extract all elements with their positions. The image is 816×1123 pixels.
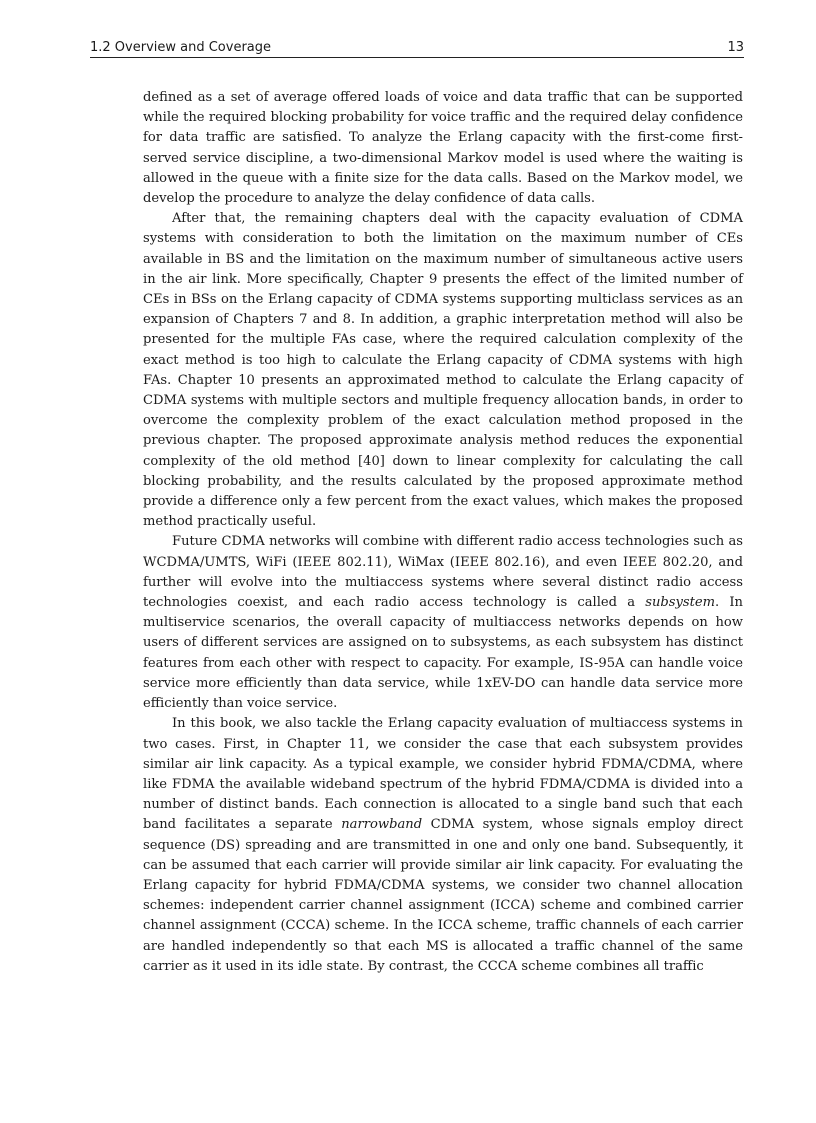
paragraph-text: In this book, we also tackle the Erlang capacity evaluation of multiaccess systems in two cases. First, in Chapter 11, we consider the case that each subsystem provides similar air link capacity. As a typical example, we consider hybrid FDMA/CDMA, where like FDMA the available wideband spectrum of the hybrid FDMA/CDMA is divided into a number of distinct bands. Each connection is allocated to a single band such that each band facilitates a separate xyxy=(143,716,743,833)
page-number: 13 xyxy=(727,40,744,55)
paragraph-text: CDMA system, whose signals employ direct sequence (DS) spreading and are transmitted in one and only one band. Subsequently, it can be assumed that each carrier will provide similar air link capacity. For evaluating the Erlang capacity for hybrid FDMA/CDMA systems, we consider two channel allocation schemes: independent carrier channel assignment (ICCA) scheme and combined carrier channel assignment (CCCA) scheme. In the ICCA scheme, traffic channels of each carrier are handled independently so that each MS is allocated a traffic channel of the same carrier as it used in its idle state. By contrast, the CCCA scheme combines all traffic xyxy=(143,817,743,974)
running-header xyxy=(90,38,744,58)
section-title: 1.2 Overview and Coverage xyxy=(90,40,272,55)
term-subsystem: subsystem xyxy=(645,595,716,611)
paragraph xyxy=(143,714,743,977)
paragraph-text: . In multiservice scenarios, the overall capacity of multiaccess networks depends on how users of different services are assigned on to subsystems, as each subsystem has distinct features from each other with respect to capacity. For example, IS-95A can handle voice service more efficiently than data service, while 1xEV-DO can handle data service more efficiently than voice service. xyxy=(143,595,743,712)
term-narrowband: narrowband xyxy=(341,817,423,833)
body-text xyxy=(143,88,743,977)
paragraph xyxy=(143,88,743,209)
paragraph-text: After that, the remaining chapters deal with the capacity evaluation of CDMA systems with consideration to both the limitation on the maximum number of CEs available in BS and the limitation on the maximum number of simultaneous active users in the air link. More specifically, Chapter 9 presents the effect of the limited number of CEs in BSs on the Erlang capacity of CDMA systems supporting multiclass services as an expansion of Chapters 7 and 8. In addition, a graphic interpretation method will also be presented for the multiple FAs case, where the required calculation complexity of the exact method is too high to calculate the Erlang capacity of CDMA systems with high FAs. Chapter 10 presents an approximated method to calculate the Erlang capacity of CDMA systems with multiple sectors and multiple frequency allocation bands, in order to overcome the complexity problem of the exact calculation method proposed in the previous chapter. The proposed approximate analysis method reduces the exponential complexity of the old method [40] down to linear complexity for calculating the call blocking probability, and the results calculated by the proposed approximate method provide a difference only a few percent from the exact values, which makes the proposed method practically useful. xyxy=(143,211,743,530)
paragraph xyxy=(143,532,743,714)
paragraph xyxy=(143,209,743,532)
paragraph-text: defined as a set of average offered loads of voice and data traffic that can be supported while the required blocking probability for voice traffic and the required delay confidence for data traffic are satisfied. To analyze the Erlang capacity with the first-come first-served service discipline, a two-dimensional Markov model is used where the waiting is allowed in the queue with a finite size for the data calls. Based on the Markov model, we develop the procedure to analyze the delay confidence of data calls. xyxy=(143,90,743,207)
paragraph-text: Future CDMA networks will combine with different radio access technologies such as WCDMA/UMTS, WiFi (IEEE 802.11), WiMax (IEEE 802.16), and even IEEE 802.20, and further will evolve into the multiaccess systems where several distinct radio access technologies coexist, and each radio access technology is called a xyxy=(143,534,743,611)
